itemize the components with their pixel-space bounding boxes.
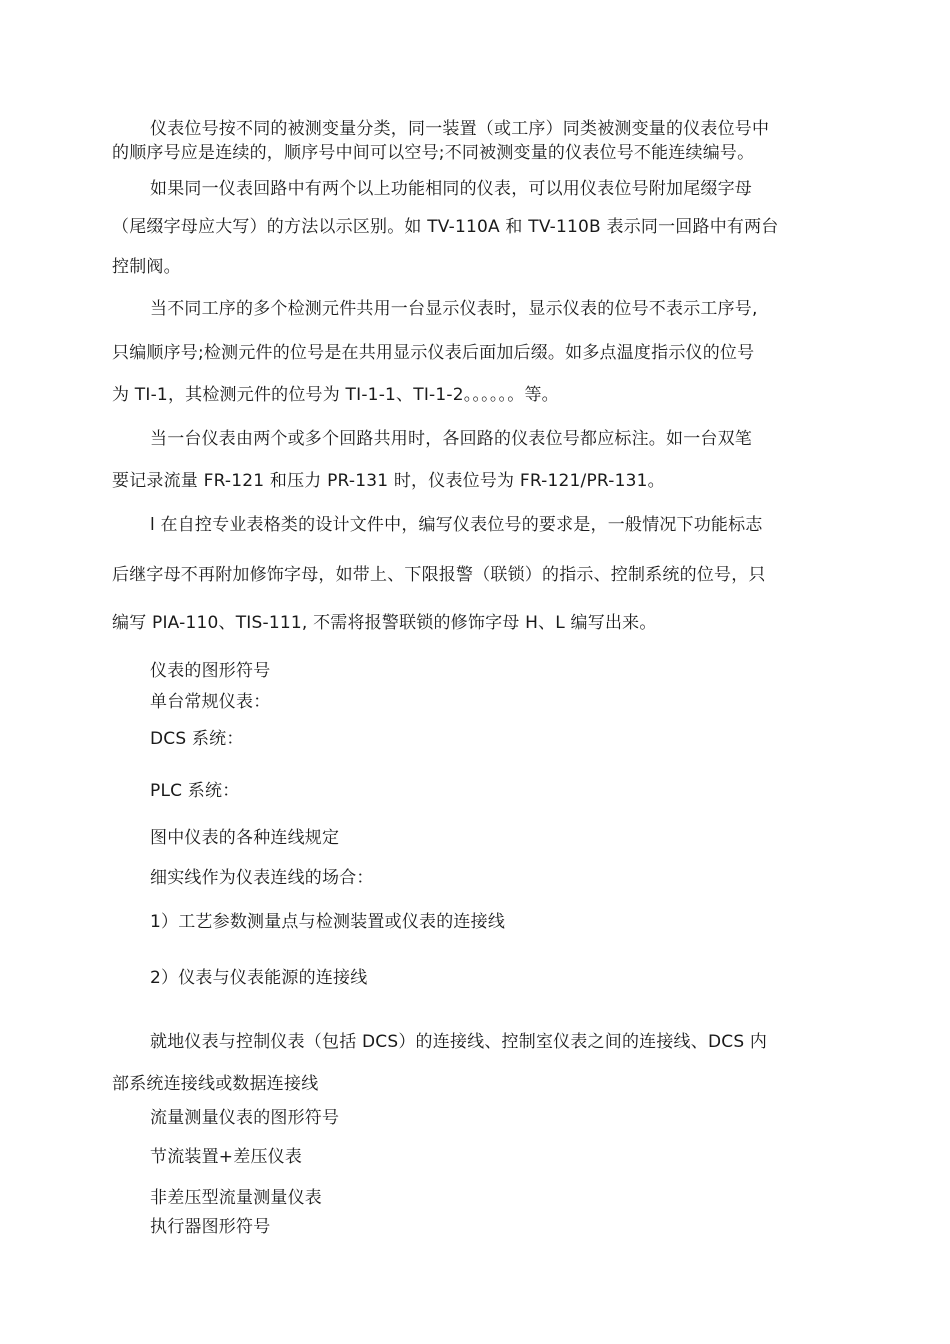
list-item-2: 2）仪表与仪表能源的连接线 — [150, 968, 368, 988]
paragraph-2-line-1: 如果同一仪表回路中有两个以上功能相同的仪表，可以用仪表位号附加尾缀字母 — [150, 179, 752, 199]
paragraph-5-line-1: l 在自控专业表格类的设计文件中，编写仪表位号的要求是，一般情况下功能标志 — [150, 515, 763, 535]
paragraph-6-line-1: 就地仪表与控制仪表（包括 DCS）的连接线、控制室仪表之间的连接线、DCS 内 — [150, 1032, 768, 1052]
dcs-system-label: DCS 系统： — [150, 729, 244, 749]
paragraph-6-line-2: 部系统连接线或数据连接线 — [112, 1074, 319, 1094]
single-instrument-label: 单台常规仪表： — [150, 692, 271, 712]
plc-system-label: PLC 系统： — [150, 781, 240, 801]
thin-solid-line-label: 细实线作为仪表连线的场合： — [150, 868, 374, 888]
throttle-device-label: 节流装置+差压仪表 — [150, 1147, 303, 1167]
paragraph-3-line-3: 为 TI-1，其检测元件的位号为 TI-1-1、TI-1-2。。。。。。等。 — [112, 385, 559, 405]
paragraph-1-line-2: 的顺序号应是连续的，顺序号中间可以空号;不同被测变量的仪表位号不能连续编号。 — [112, 143, 755, 163]
paragraph-4-line-2: 要记录流量 FR-121 和压力 PR-131 时，仪表位号为 FR-121/PR-131。 — [112, 471, 665, 491]
non-dp-flow-label: 非差压型流量测量仪表 — [150, 1188, 322, 1208]
paragraph-2-line-2: （尾缀字母应大写）的方法以示区别。如 TV-110A 和 TV-110B 表示同一回路中有两台 — [112, 217, 779, 237]
list-item-1: 1）工艺参数测量点与检测装置或仪表的连接线 — [150, 912, 506, 932]
connection-rules-heading: 图中仪表的各种连线规定 — [150, 828, 340, 848]
paragraph-3-line-2: 只编顺序号;检测元件的位号是在共用显示仪表后面加后缀。如多点温度指示仪的位号 — [112, 343, 755, 363]
paragraph-1-line-1: 仪表位号按不同的被测变量分类，同一装置（或工序）同类被测变量的仪表位号中 — [150, 119, 770, 139]
paragraph-4-line-1: 当一台仪表由两个或多个回路共用时，各回路的仪表位号都应标注。如一台双笔 — [150, 429, 752, 449]
paragraph-3-line-1: 当不同工序的多个检测元件共用一台显示仪表时，显示仪表的位号不表示工序号, — [150, 299, 758, 319]
paragraph-5-line-3: 编写 PIA-110、TIS-111, 不需将报警联锁的修饰字母 H、L 编写出来。 — [112, 613, 657, 633]
graphic-symbols-heading: 仪表的图形符号 — [150, 661, 271, 681]
paragraph-2-line-3: 控制阀。 — [112, 257, 181, 277]
actuator-symbols-heading: 执行器图形符号 — [150, 1217, 271, 1237]
paragraph-5-line-2: 后继字母不再附加修饰字母，如带上、下限报警（联锁）的指示、控制系统的位号，只 — [112, 565, 766, 585]
flow-symbols-heading: 流量测量仪表的图形符号 — [150, 1108, 340, 1128]
